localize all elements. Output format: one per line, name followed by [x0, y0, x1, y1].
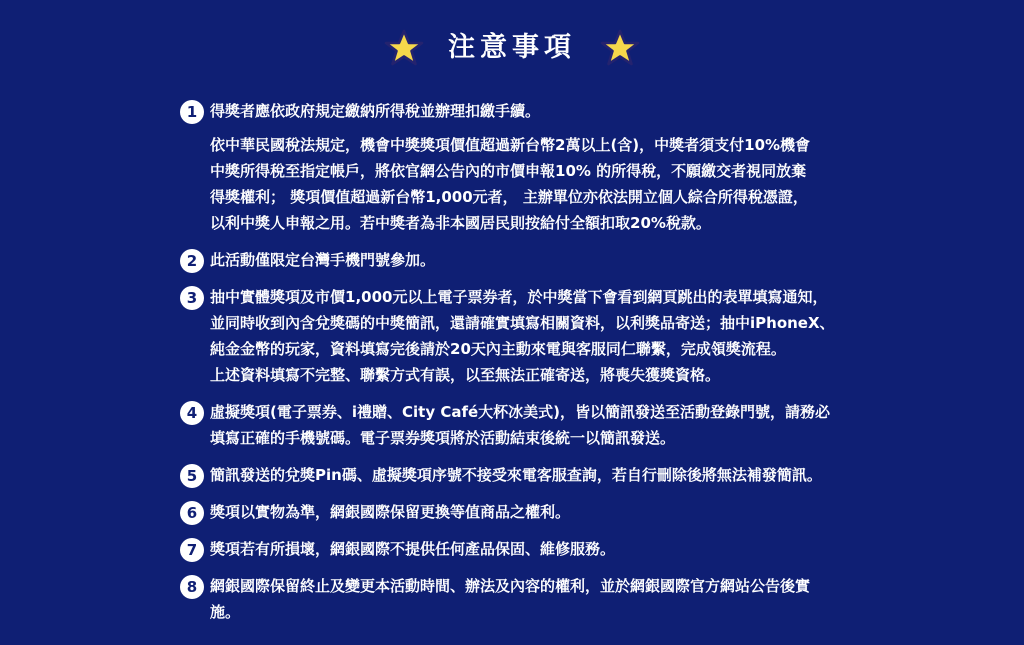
notice-header: [0, 20, 1024, 76]
item-text: 網銀國際保留終止及變更本活動時間、辦法及內容的權利，並於網銀國際官方網站公告後實 施。: [210, 577, 811, 621]
list-item-5: [180, 462, 960, 488]
page-title: 注意事項: [448, 32, 576, 63]
number-badge: 1: [180, 100, 204, 124]
item-text: 抽中實體獎項及市價1,000元以上電子票券者，於中獎當下會看到網頁跳出的表單填寫通知， 並同時收到內含兌獎碼的中獎簡訊，還請確實填寫相關資料，以利獎品寄送；抽中iPhoneX、 純金金幣的玩家，資料填寫完後請於20天內主動來電與客服同仁聯繫，完成領獎流程。 上述資料填寫不完整、聯繫方式有誤，以至無法正確寄送，將喪失獲獎資格。: [210, 288, 835, 384]
number-badge: 8: [180, 575, 204, 599]
number-badge: 5: [180, 464, 204, 488]
list-item-7: [180, 536, 960, 562]
notice-list: [180, 98, 960, 636]
star-icon: [598, 26, 642, 70]
list-item-8: [180, 573, 960, 625]
list-item-6: [180, 499, 960, 525]
item-text: 簡訊發送的兌獎Pin碼、虛擬獎項序號不接受來電客服查詢，若自行刪除後將無法補發簡訊。: [210, 466, 822, 484]
item-detail-text: 依中華民國稅法規定，機會中獎獎項價值超過新台幣2萬以上(含)，中獎者須支付10%機會 中獎所得稅至指定帳戶，將依官網公告內的市價申報10% 的所得稅，不願繳交者視同放棄 得獎權利； 獎項價值超過新台幣1,000元者， 主辦單位亦依法開立個人綜合所得稅憑證， 以利中獎人申報之用。若中獎者為非本國居民則按給付全額扣取20%稅款。: [210, 136, 811, 232]
number-badge: 7: [180, 538, 204, 562]
item-text: 得獎者應依政府規定繳納所得稅並辦理扣繳手續。: [210, 102, 541, 120]
item-text: 虛擬獎項(電子票券、i禮贈、City Café大杯冰美式)，皆以簡訊發送至活動登錄門號，請務必 填寫正確的手機號碼。電子票券獎項將於活動結束後統一以簡訊發送。: [210, 403, 831, 447]
number-badge: 2: [180, 249, 204, 273]
number-badge: 3: [180, 286, 204, 310]
item-text: 此活動僅限定台灣手機門號參加。: [210, 251, 436, 269]
list-item-1: [180, 98, 960, 236]
number-badge: 4: [180, 401, 204, 425]
list-item-4: [180, 399, 960, 451]
star-icon: [382, 26, 426, 70]
item-text: 獎項以實物為準，網銀國際保留更換等值商品之權利。: [210, 503, 571, 521]
item-text: 獎項若有所損壞，網銀國際不提供任何產品保固、維修服務。: [210, 540, 616, 558]
number-badge: 6: [180, 501, 204, 525]
list-item-2: [180, 247, 960, 273]
list-item-3: [180, 284, 960, 388]
